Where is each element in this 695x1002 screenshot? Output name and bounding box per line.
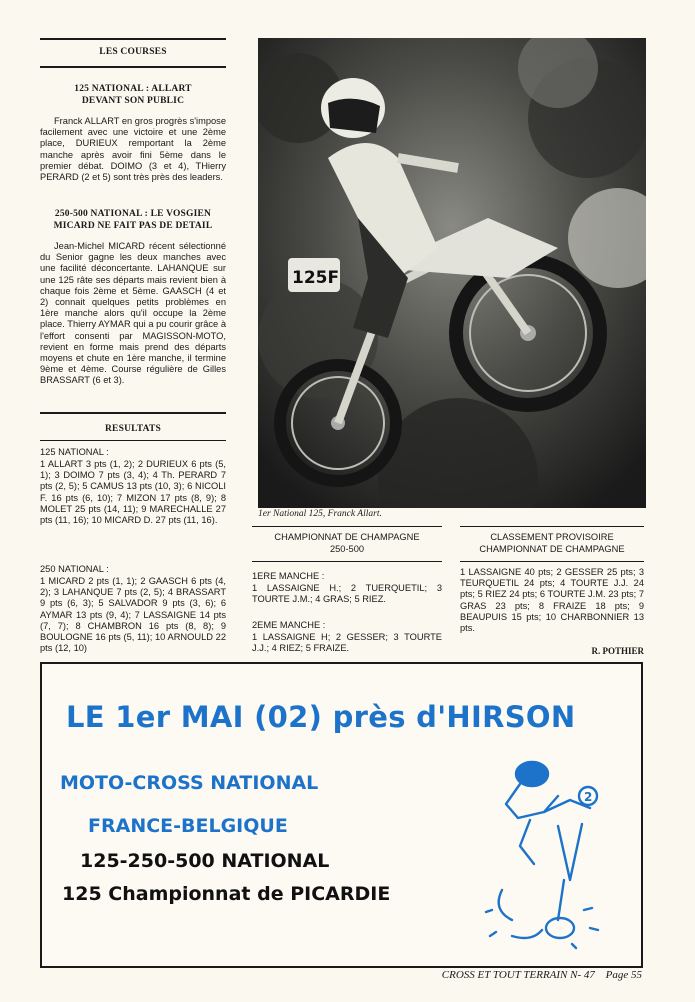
event-advertisement — [40, 662, 643, 968]
author: R. POTHIER — [591, 646, 644, 656]
champ-rule-2 — [252, 561, 442, 562]
champ-rule — [252, 526, 442, 527]
footer — [420, 969, 642, 981]
results-250: 1 MICARD 2 pts (1, 1); 2 GAASCH 6 pts (4, 2); 3 LAHANQUE 7 pts (2, 5); 4 BRASSART 9 pts (6, 3); 5 SALVADOR 9 pts (3, 6); 6 AYMAR 13 pts (9, 4); 7 LASSAIGNE 14 pts (7, 7); 8 CHAMBRON 16 pts (8, 8); 9 BOULOGNE 16 pts (5, 11); 10 ARNOULD 22 pts (12, 10) — [40, 576, 226, 654]
classement-subtitle: CHAMPIONNAT DE CHAMPAGNE — [479, 544, 625, 554]
rider-illustration — [258, 38, 646, 508]
champ-subtitle: 250-500 — [329, 544, 365, 554]
ad-picardie: 125 Championnat de PICARDIE — [62, 883, 391, 905]
results-rule — [40, 440, 226, 441]
footer-magazine: CROSS ET TOUT TERRAIN N- 47 — [441, 969, 595, 981]
headline-125: 125 NATIONAL : ALLART DEVANT SON PUBLIC — [74, 84, 192, 106]
manche-1-title: 1ERE MANCHE : — [252, 571, 325, 581]
manche-1: 1 LASSAIGNE H.; 2 TUERQUETIL; 3 TOURTE J.M.; 4 GRAS; 5 RIEZ. — [252, 583, 442, 605]
ad-classes: 125-250-500 NATIONAL — [80, 850, 330, 872]
classement-rule-2 — [460, 561, 644, 562]
classement-title: CLASSEMENT PROVISOIRE — [490, 532, 614, 542]
results-125-title: 125 NATIONAL : — [40, 447, 109, 457]
champ-title: CHAMPIONNAT DE CHAMPAGNE — [274, 532, 420, 542]
manche-2: 1 LASSAIGNE H; 2 GESSER; 3 TOURTE J.J.; 4 RIEZ; 5 FRAIZE. — [252, 632, 442, 654]
section-title: LES COURSES — [99, 47, 167, 57]
manche-2-title: 2EME MANCHE : — [252, 620, 326, 630]
results-title: RESULTATS — [104, 424, 161, 434]
results-rule-top — [40, 412, 226, 414]
classement-rule — [460, 526, 644, 527]
results-250-title: 250 NATIONAL : — [40, 564, 109, 574]
ad-france-belgique: FRANCE-BELGIQUE — [88, 815, 288, 837]
results-125: 1 ALLART 3 pts (1, 2); 2 DURIEUX 6 pts (5, 1); 3 DOIMO 7 pts (3, 4); 4 Th. PERARD 7 pts (2, 5); 5 CAMUS 13 pts (10, 3); 6 NICOLI F. 16 pts (6, 10); 7 MIZON 17 pts (8, 9); 8 MOLET 25 pts (14, 11); 9 MARECHALLE 27 pts (11, 16); 10 MICARD D. 27 pts (11, 16). — [40, 459, 226, 526]
article-250: Jean-Michel MICARD récent sélectionné du Senior gagne les deux manches avec une facilité déconcertante. LAHANQUE sur une 125 râte ses départs mais revient bien à chaque fois 2ème et 5ème. GAASCH (4 et 2) connait quelques petits problèmes en 1ère manche alors qu'il occupe la 2ème place. Thierry AYMAR qui a pu courir grâce à l'effort consenti par MAGISSON-MOTO, revient en forme mais prend des départs moyens et chute en 1ère manche, il termine 9ème et 4ème. Course régulière de Gilles BRASSART (6 et 3). — [40, 241, 226, 386]
cartoon-rider-icon — [472, 760, 622, 950]
ad-motocross-national: MOTO-CROSS NATIONAL — [60, 772, 319, 794]
footer-page: Page 55 — [605, 969, 642, 981]
svg-text:125F: 125F — [292, 268, 340, 288]
photo-caption: 1er National 125, Franck Allart. — [258, 509, 382, 519]
motocross-photo — [258, 38, 646, 508]
ad-headline: LE 1er MAI (02) près d'HIRSON — [66, 700, 576, 734]
headline-250: 250-500 NATIONAL : LE VOSGIEN MICARD NE FAIT PAS DE DETAIL — [53, 209, 213, 231]
top-rule — [40, 38, 226, 40]
classement-text: 1 LASSAIGNE 40 pts; 2 GESSER 25 pts; 3 TEURQUETIL 24 pts; 4 TOURTE J.J. 24 pts; 5 RIEZ 24 pts; 6 TOURTE J.M. 23 pts; 7 GRAS 23 pts; 8 FRAIZE 18 pts; 9 BEAUPUIS 15 pts; 10 CHARBONNIER 13 pts. — [460, 567, 644, 634]
section-rule — [40, 66, 226, 68]
svg-text:2: 2 — [584, 790, 593, 804]
article-125: Franck ALLART en gros progrès s'impose facilement avec une victoire et une 2ème place, DURIEUX remportant la 2ème manche après avoir fini 5ème dans le premier débat. DOIMO (3 et 4), THierry PERARD (2 et 5) sont très près des leaders. — [40, 116, 226, 183]
